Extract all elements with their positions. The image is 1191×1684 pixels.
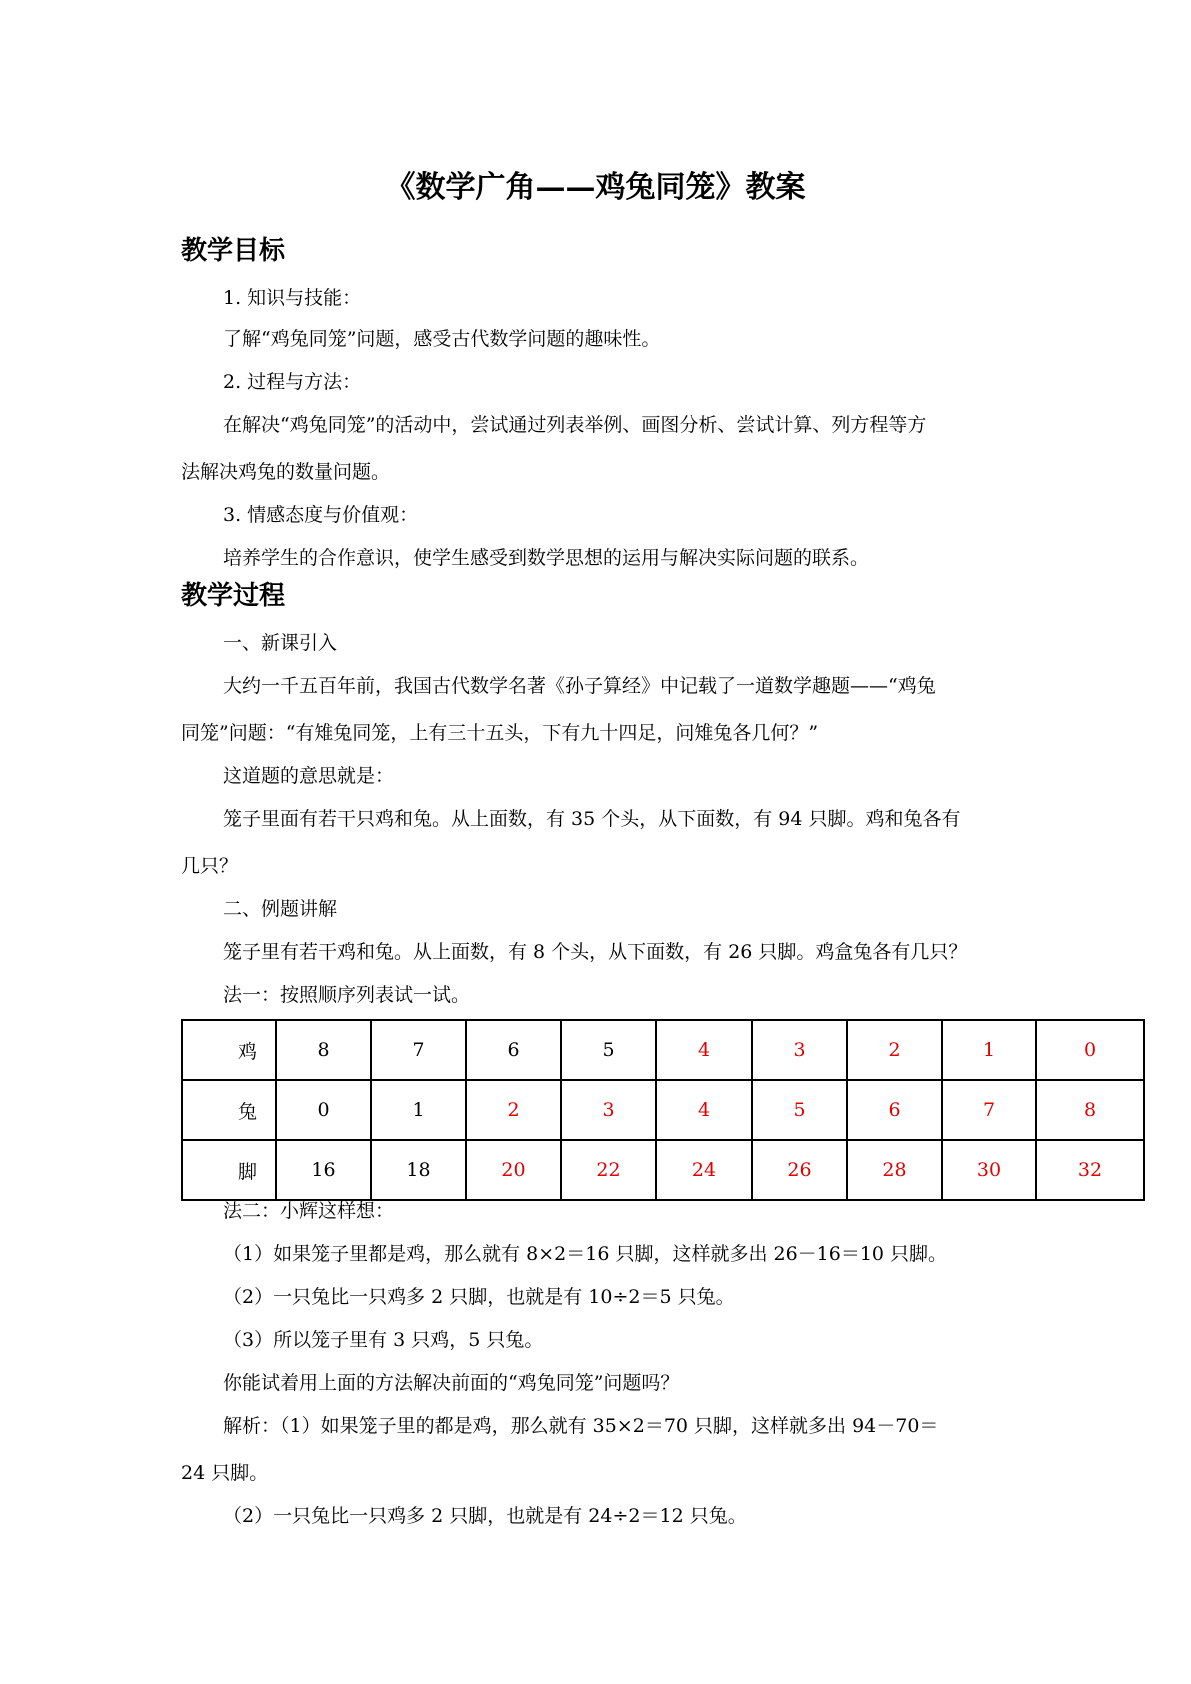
table-cell: 5 [752,1080,847,1140]
table-cell: 7 [942,1080,1036,1140]
table-cell: 0 [276,1080,371,1140]
row-label: 脚 [182,1140,276,1200]
process-method-text-2: 法解决鸡兔的数量问题。 [181,461,391,483]
table-cell: 0 [1036,1020,1144,1080]
knowledge-text: 了解“鸡兔同笼”问题，感受古代数学问题的趣味性。 [223,328,661,350]
table-cell: 24 [656,1140,752,1200]
row-label: 鸡 [182,1020,276,1080]
table-cell: 28 [847,1140,942,1200]
emotion-label: 3. 情感态度与价值观： [223,504,419,526]
table-cell: 18 [371,1140,466,1200]
meaning-intro: 这道题的意思就是： [223,765,395,787]
intro-paragraph-line-1: 大约一千五百年前，我国古代数学名著《孙子算经》中记载了一道数学趣题——“鸡兔 [223,675,936,697]
section-1-label: 一、新课引入 [223,632,338,654]
table-cell: 8 [1036,1080,1144,1140]
table-cell: 4 [656,1080,752,1140]
table-cell: 3 [752,1020,847,1080]
row-label: 兔 [182,1080,276,1140]
table-cell: 22 [561,1140,656,1200]
meaning-line-1: 笼子里面有若干只鸡和兔。从上面数，有 35 个头，从下面数，有 94 只脚。鸡和兔各有 [223,808,961,830]
section-2-label: 二、例题讲解 [223,898,338,920]
document-title: 《数学广角——鸡兔同笼》教案 [385,170,806,205]
analysis-step-2: （2）一只兔比一只鸡多 2 只脚，也就是有 24÷2＝12 只兔。 [223,1505,747,1527]
practice-question: 你能试着用上面的方法解决前面的“鸡兔同笼”问题吗？ [223,1372,680,1394]
process-method-label: 2. 过程与方法： [223,371,362,393]
intro-paragraph-line-2: 同笼”问题：“有雉兔同笼，上有三十五头，下有九十四足，问雉兔各几何？” [181,722,819,744]
table-cell: 1 [942,1020,1036,1080]
method-2-step-2: （2）一只兔比一只鸡多 2 只脚，也就是有 10÷2＝5 只兔。 [223,1286,735,1308]
method-2-label: 法二：小辉这样想： [223,1200,395,1222]
analysis-step-1-line-1: 解析：（1）如果笼子里的都是鸡，那么就有 35×2＝70 只脚，这样就多出 94－70＝ [223,1415,939,1437]
table-cell: 2 [847,1020,942,1080]
table-cell: 16 [276,1140,371,1200]
method-2-step-1: （1）如果笼子里都是鸡，那么就有 8×2＝16 只脚，这样就多出 26－16＝10 只脚。 [223,1243,948,1265]
table-cell: 20 [466,1140,561,1200]
method-1-label: 法一：按照顺序列表试一试。 [223,984,471,1006]
knowledge-label: 1. 知识与技能： [223,287,362,309]
process-method-text-1: 在解决“鸡兔同笼”的活动中，尝试通过列表举例、画图分析、尝试计算、列方程等方 [223,414,927,436]
emotion-text: 培养学生的合作意识，使学生感受到数学思想的运用与解决实际问题的联系。 [223,547,870,569]
table-cell: 26 [752,1140,847,1200]
meaning-line-2: 几只？ [181,855,239,877]
table-row-chicken [182,1020,1144,1080]
process-heading: 教学过程 [181,581,286,611]
table-cell: 4 [656,1020,752,1080]
analysis-step-1-line-2: 24 只脚。 [181,1462,269,1484]
enumeration-table [181,1019,1145,1201]
table-cell: 1 [371,1080,466,1140]
table-cell: 5 [561,1020,656,1080]
objectives-heading: 教学目标 [181,236,286,266]
table-cell: 3 [561,1080,656,1140]
table-cell: 6 [847,1080,942,1140]
table-cell: 7 [371,1020,466,1080]
table-cell: 30 [942,1140,1036,1200]
method-2-step-3: （3）所以笼子里有 3 只鸡，5 只兔。 [223,1329,544,1351]
example-problem: 笼子里有若干鸡和兔。从上面数，有 8 个头，从下面数，有 26 只脚。鸡盒兔各有几只？ [223,941,968,963]
table-cell: 8 [276,1020,371,1080]
table-cell: 32 [1036,1140,1144,1200]
table-row-rabbit [182,1080,1144,1140]
table-cell: 6 [466,1020,561,1080]
table-cell: 2 [466,1080,561,1140]
table-row-feet [182,1140,1144,1200]
